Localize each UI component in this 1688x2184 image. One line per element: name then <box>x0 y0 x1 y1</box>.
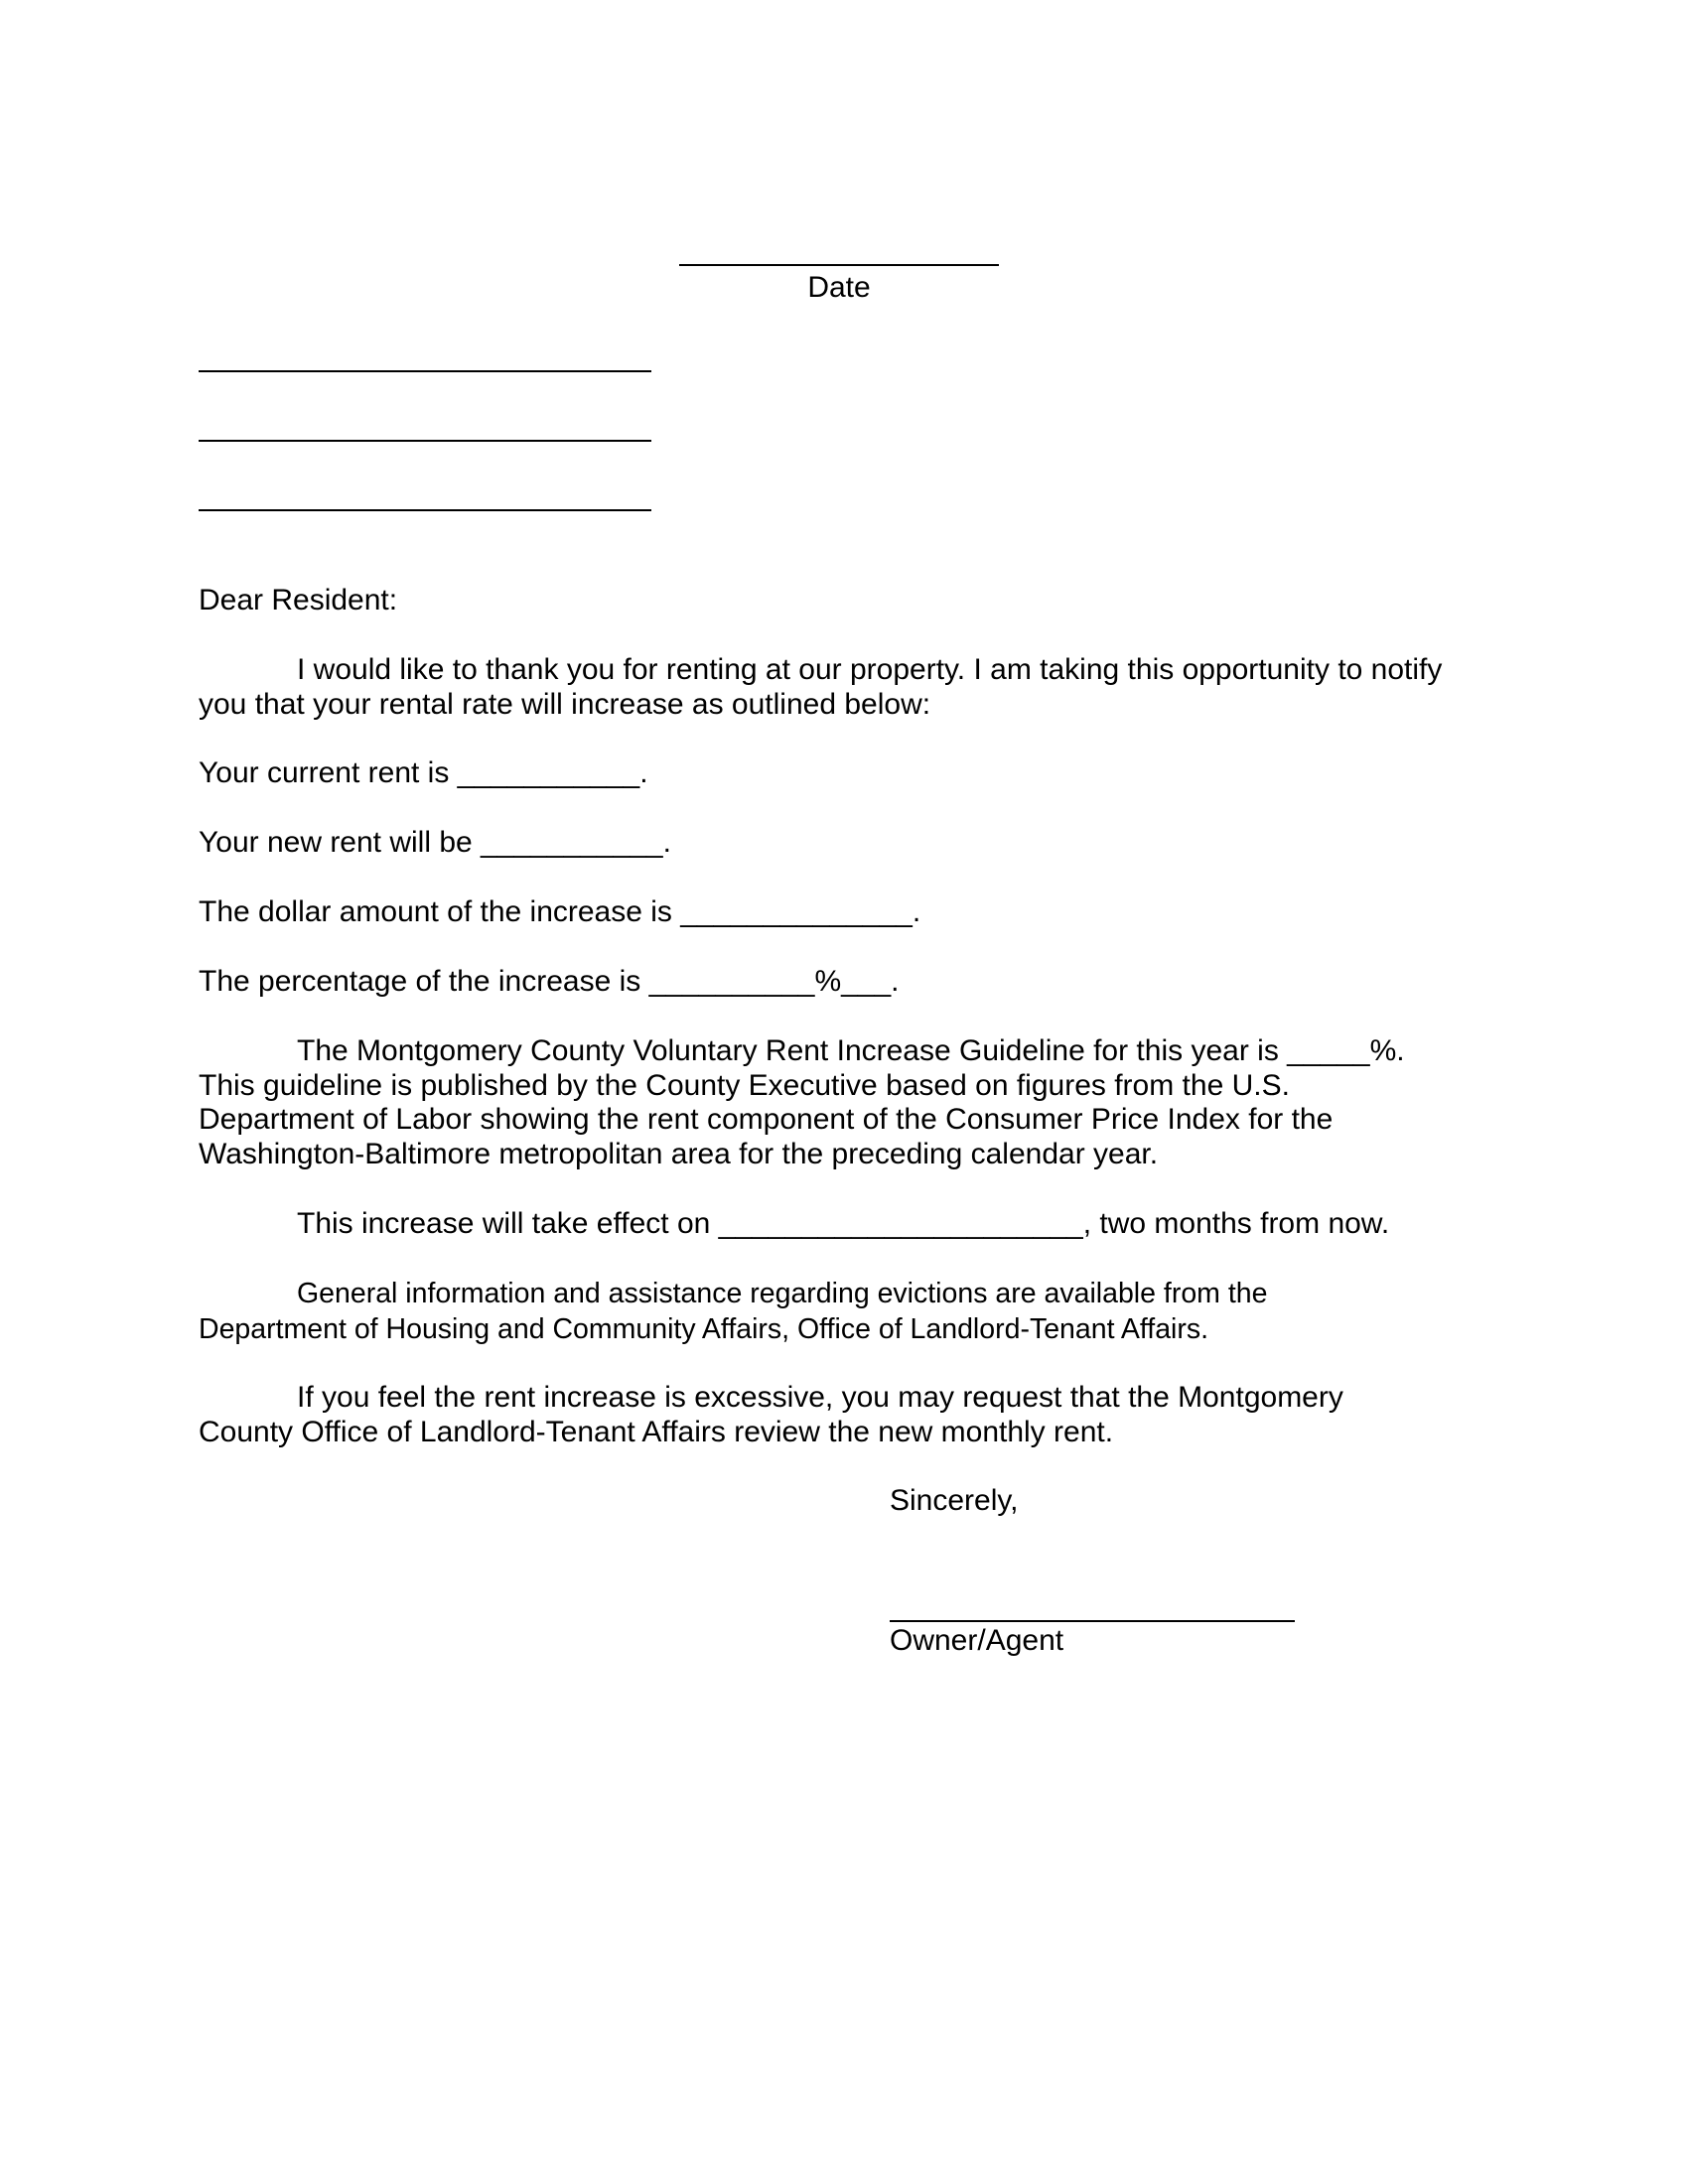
salutation: Dear Resident: <box>199 584 398 616</box>
guideline-line: Washington-Baltimore metropolitan area for the preceding calendar year. <box>199 1137 1159 1170</box>
dollar-increase-line: The dollar amount of the increase is ______________. <box>199 895 921 928</box>
closing-sincerely: Sincerely, <box>890 1484 1019 1517</box>
intro-line: you that your rental rate will increase as outlined below: <box>199 687 931 721</box>
address-blank-line <box>199 509 651 511</box>
date-blank-line <box>679 264 999 266</box>
effective-date-line: This increase will take effect on ______________________, two months from now. <box>297 1207 1390 1240</box>
review-line: If you feel the rent increase is excessive, you may request that the Montgomery <box>297 1381 1343 1414</box>
guideline-line: Department of Labor showing the rent component of the Consumer Price Index for the <box>199 1103 1334 1136</box>
intro-paragraph <box>199 653 1489 722</box>
address-blank-line <box>199 440 651 442</box>
date-label: Date <box>807 271 871 304</box>
current-rent-line: Your current rent is ___________. <box>199 756 648 789</box>
review-line: County Office of Landlord-Tenant Affairs review the new monthly rent. <box>199 1415 1114 1448</box>
guideline-line: The Montgomery County Voluntary Rent Increase Guideline for this year is _____%. <box>297 1034 1405 1067</box>
evictions-line: Department of Housing and Community Affairs, Office of Landlord-Tenant Affairs. <box>199 1313 1209 1345</box>
review-paragraph <box>199 1381 1489 1449</box>
guideline-line: This guideline is published by the County Executive based on figures from the U.S. <box>199 1068 1290 1102</box>
signature-label: Owner/Agent <box>890 1624 1064 1657</box>
address-blank-line <box>199 370 651 372</box>
evictions-paragraph <box>199 1276 1489 1347</box>
new-rent-line: Your new rent will be ___________. <box>199 826 671 859</box>
effective-date-paragraph <box>199 1207 1489 1242</box>
signature-blank-line <box>890 1620 1295 1622</box>
guideline-paragraph <box>199 1034 1489 1171</box>
intro-line: I would like to thank you for renting at our property. I am taking this opportunity to notify <box>297 653 1443 686</box>
percent-increase-line: The percentage of the increase is __________%___. <box>199 965 900 998</box>
evictions-line: General information and assistance regarding evictions are available from the <box>297 1278 1268 1309</box>
